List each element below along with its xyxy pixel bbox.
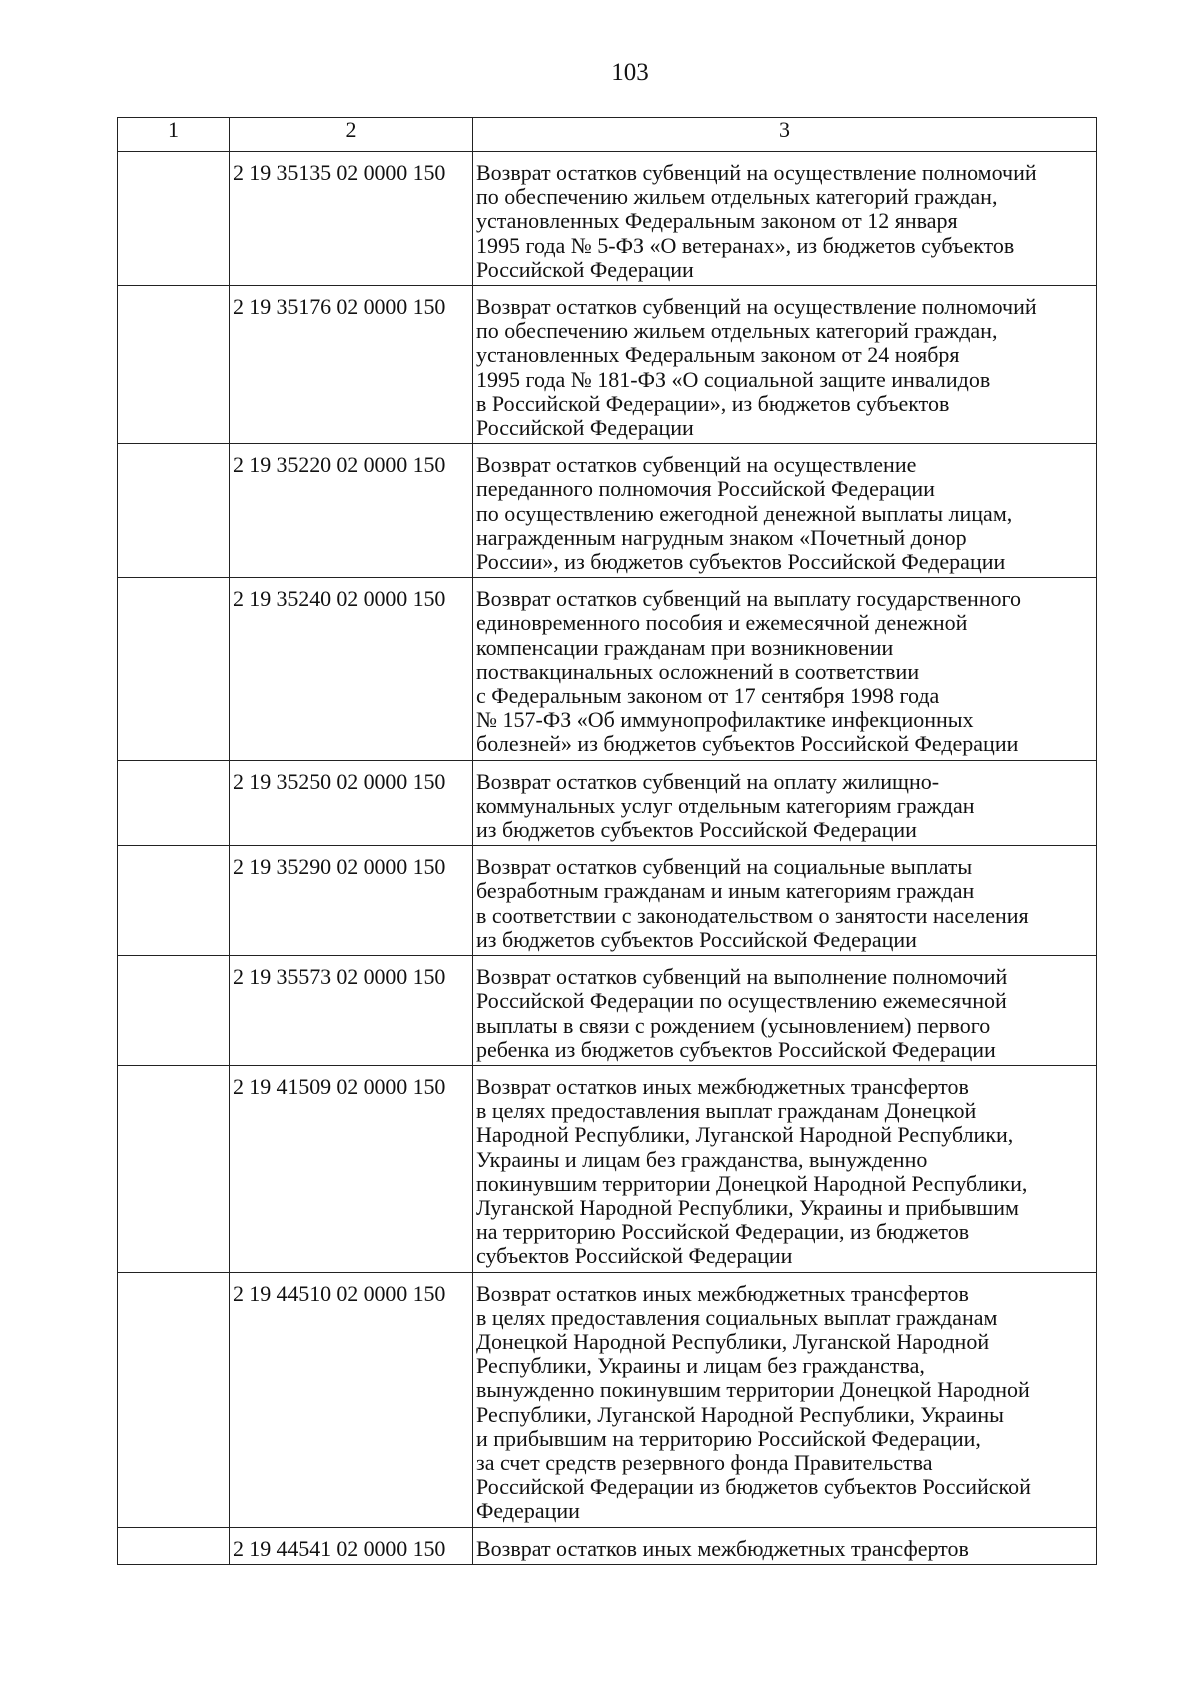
- budget-code-cell: 2 19 35573 02 0000 150: [230, 956, 473, 1066]
- row-number-cell: [118, 956, 230, 1066]
- row-number-cell: [118, 760, 230, 846]
- description-line: выплаты в связи с рождением (усыновлением) первого: [476, 1012, 991, 1038]
- table-row: [118, 1527, 1097, 1564]
- description-line: награжденным нагрудным знаком «Почетный донор: [476, 524, 967, 550]
- budget-code-cell: 2 19 41509 02 0000 150: [230, 1065, 473, 1272]
- description-line: России», из бюджетов субъектов Российской Федерации: [476, 549, 1006, 575]
- description-line: Республики, Луганской Народной Республики, Украины: [476, 1401, 1004, 1427]
- description-line: по обеспечению жильем отдельных категорий граждан,: [476, 184, 998, 210]
- description-line: Возврат остатков субвенций на социальные выплаты: [476, 854, 973, 880]
- description-line: на территорию Российской Федерации, из бюджетов: [476, 1219, 970, 1245]
- description-line: болезней» из бюджетов субъектов Российской Федерации: [476, 731, 1019, 757]
- description-line: 1995 года № 5-ФЗ «О ветеранах», из бюджетов субъектов: [476, 232, 1015, 258]
- row-number-cell: [118, 152, 230, 286]
- description-line: Народной Республики, Луганской Народной Республики,: [476, 1122, 1014, 1148]
- budget-code-cell: 2 19 44510 02 0000 150: [230, 1272, 473, 1527]
- description-line: Украины и лицам без гражданства, вынужденно: [476, 1146, 928, 1172]
- description-line: единовременного пособия и ежемесячной денежной: [476, 610, 968, 636]
- table-row: [118, 444, 1097, 578]
- table-row: [118, 578, 1097, 760]
- description-line: по обеспечению жильем отдельных категорий граждан,: [476, 318, 998, 344]
- budget-code-cell: 2 19 35290 02 0000 150: [230, 846, 473, 956]
- table-row: [118, 152, 1097, 286]
- budget-code-cell: 2 19 35176 02 0000 150: [230, 286, 473, 444]
- description-cell: [473, 286, 1097, 444]
- row-number-cell: [118, 286, 230, 444]
- table-header-row: [118, 118, 1097, 152]
- description-line: безработным гражданам и иным категориям граждан: [476, 878, 975, 904]
- description-line: субъектов Российской Федерации: [476, 1243, 793, 1269]
- description-line: Возврат остатков субвенций на выплату государственного: [476, 586, 1021, 612]
- description-line: с Федеральным законом от 17 сентября 1998 года: [476, 683, 940, 709]
- row-number-cell: [118, 1272, 230, 1527]
- column-header-1: 1: [118, 118, 230, 152]
- description-line: Российской Федерации: [476, 415, 694, 441]
- description-cell: [473, 1272, 1097, 1527]
- description-line: Республики, Украины и лицам без гражданства,: [476, 1353, 925, 1379]
- description-line: из бюджетов субъектов Российской Федерации: [476, 926, 917, 952]
- description-cell: [473, 152, 1097, 286]
- description-line: в целях предоставления выплат гражданам Донецкой: [476, 1098, 977, 1124]
- description-line: 1995 года № 181-ФЗ «О социальной защите инвалидов: [476, 366, 991, 392]
- description-line: Донецкой Народной Республики, Луганской Народной: [476, 1328, 990, 1354]
- description-line: установленных Федеральным законом от 12 января: [476, 208, 958, 234]
- description-line: покинувшим территории Донецкой Народной Республики,: [476, 1170, 1028, 1196]
- description-line: из бюджетов субъектов Российской Федерации: [476, 817, 917, 843]
- description-line: Возврат остатков иных межбюджетных трансфертов: [476, 1073, 969, 1099]
- column-header-2: 2: [230, 118, 473, 152]
- table-row: [118, 760, 1097, 846]
- budget-codes-table: [117, 117, 1097, 1565]
- table-row: [118, 286, 1097, 444]
- budget-code-cell: 2 19 35220 02 0000 150: [230, 444, 473, 578]
- description-cell: [473, 578, 1097, 760]
- description-line: переданного полномочия Российской Федерации: [476, 476, 935, 502]
- description-line: Возврат остатков субвенций на выполнение полномочий: [476, 964, 1008, 990]
- budget-code-cell: 2 19 35250 02 0000 150: [230, 760, 473, 846]
- description-line: ребенка из бюджетов субъектов Российской Федерации: [476, 1036, 996, 1062]
- description-line: Возврат остатков иных межбюджетных трансфертов: [476, 1535, 969, 1561]
- description-cell: [473, 1527, 1097, 1564]
- description-line: по осуществлению ежегодной денежной выплаты лицам,: [476, 500, 1013, 526]
- description-line: вынужденно покинувшим территории Донецкой Народной: [476, 1377, 1030, 1403]
- table-row: [118, 956, 1097, 1066]
- description-line: компенсации гражданам при возникновении: [476, 634, 894, 660]
- description-line: Федерации: [476, 1498, 580, 1524]
- description-line: поствакцинальных осложнений в соответствии: [476, 658, 920, 684]
- description-cell: [473, 956, 1097, 1066]
- description-cell: [473, 1065, 1097, 1272]
- table-row: [118, 1065, 1097, 1272]
- description-cell: [473, 760, 1097, 846]
- description-line: и прибывшим на территорию Российской Федерации,: [476, 1425, 981, 1451]
- row-number-cell: [118, 578, 230, 760]
- row-number-cell: [118, 444, 230, 578]
- description-line: коммунальных услуг отдельным категориям граждан: [476, 792, 975, 818]
- description-line: Возврат остатков субвенций на оплату жилищно-: [476, 768, 940, 794]
- description-line: Возврат остатков субвенций на осуществление полномочий: [476, 294, 1037, 320]
- description-line: Луганской Народной Республики, Украины и прибывшим: [476, 1194, 1019, 1220]
- description-line: за счет средств резервного фонда Правительства: [476, 1449, 933, 1475]
- budget-code-cell: 2 19 35135 02 0000 150: [230, 152, 473, 286]
- budget-code-cell: 2 19 44541 02 0000 150: [230, 1527, 473, 1564]
- description-line: Возврат остатков субвенций на осуществление полномочий: [476, 160, 1037, 185]
- description-line: в целях предоставления социальных выплат гражданам: [476, 1304, 998, 1330]
- row-number-cell: [118, 846, 230, 956]
- description-line: установленных Федеральным законом от 24 ноября: [476, 342, 960, 368]
- column-header-3: 3: [473, 118, 1097, 152]
- description-line: Российской Федерации из бюджетов субъектов Российской: [476, 1474, 1031, 1500]
- description-cell: [473, 846, 1097, 956]
- description-line: Российской Федерации по осуществлению ежемесячной: [476, 988, 1007, 1014]
- description-line: в соответствии с законодательством о занятости населения: [476, 902, 1029, 928]
- description-line: в Российской Федерации», из бюджетов субъектов: [476, 390, 950, 416]
- row-number-cell: [118, 1527, 230, 1564]
- row-number-cell: [118, 1065, 230, 1272]
- description-line: № 157-ФЗ «Об иммунопрофилактике инфекционных: [476, 707, 974, 733]
- description-line: Возврат остатков иных межбюджетных трансфертов: [476, 1280, 969, 1306]
- table-row: [118, 1272, 1097, 1527]
- description-line: Возврат остатков субвенций на осуществление: [476, 452, 917, 478]
- description-line: Российской Федерации: [476, 256, 694, 282]
- table-row: [118, 846, 1097, 956]
- page-number: 103: [611, 59, 649, 86]
- description-cell: [473, 444, 1097, 578]
- budget-code-cell: 2 19 35240 02 0000 150: [230, 578, 473, 760]
